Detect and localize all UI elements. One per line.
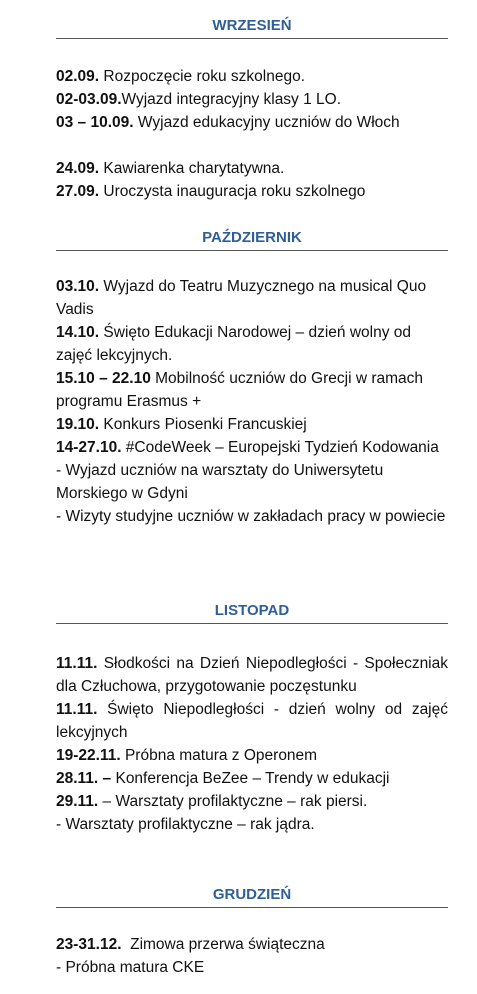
event-entry [56,933,448,956]
event-text: - Wyjazd uczniów na warsztaty do Uniwersytetu Morskiego w Gdyni [56,462,384,502]
event-date: 24.09. [56,160,100,177]
month-heading: GRUDZIEŃ [56,886,448,908]
event-entry [56,459,448,505]
event-text: Wyjazd integracyjny klasy 1 LO. [121,91,342,108]
month-section-november [56,602,448,833]
event-date: 02.09. [56,68,100,85]
event-date: 11.11. [56,655,98,672]
event-entry [56,275,448,321]
event-entry [56,790,448,813]
event-entry [56,652,448,698]
event-entry [56,698,448,744]
blank-line [56,134,448,157]
event-text: Słodkości na Dzień Niepodległości - Społeczniak dla Człuchowa, przygotowanie poczęstunku [56,655,448,695]
event-entry [56,321,448,367]
event-date: 28.11. – [56,770,112,787]
event-entry [56,505,448,528]
event-text: - Próbna matura CKE [56,959,205,976]
event-list [56,65,448,203]
event-date: 14-27.10. [56,439,122,456]
event-date: 27.09. [56,183,100,200]
month-section-september [56,17,448,200]
event-entry [56,767,448,790]
event-entry [56,65,448,88]
event-date: 11.11. [56,701,98,718]
event-text: Kawiarenka charytatywna. [99,160,285,177]
event-entry [56,111,448,134]
month-heading: WRZESIEŃ [56,17,448,39]
event-entry [56,180,448,203]
event-text: Święto Edukacji Narodowej – dzień wolny od zajęć lekcyjnych. [56,324,412,364]
event-text: Święto Niepodległości - dzień wolny od zajęć lekcyjnych [56,701,448,741]
event-list [56,652,448,836]
event-text: Mobilność uczniów do Grecji w ramach programu Erasmus + [56,370,424,410]
event-date: 14.10. [56,324,100,341]
event-date: 03 – 10.09. [56,114,134,131]
event-text: #CodeWeek – Europejski Tydzień Kodowania [121,439,439,456]
event-text: Konferencja BeZee – Trendy w edukacji [111,770,390,787]
month-section-december [56,886,448,976]
event-date: 29.11. [56,793,99,810]
event-text: Zimowa przerwa świąteczna [121,936,325,953]
event-text: Uroczysta inauguracja roku szkolnego [99,183,366,200]
month-heading: PAŹDZIERNIK [56,229,448,251]
event-text: - Wizyty studyjne uczniów w zakładach pracy w powiecie [56,508,446,525]
event-date: 15.10 – 22.10 [56,370,151,387]
event-text: – Warsztaty profilaktyczne – rak piersi. [98,793,368,810]
event-date: 02-03.09. [56,91,122,108]
month-heading: LISTOPAD [56,602,448,624]
event-list [56,933,448,979]
event-text: Wyjazd edukacyjny uczniów do Włoch [133,114,400,131]
event-text: Konkurs Piosenki Francuskiej [99,416,307,433]
event-date: 23-31.12. [56,936,122,953]
event-entry [56,413,448,436]
event-entry [56,956,448,979]
event-text: Wyjazd do Teatru Muzycznego na musical Quo Vadis [56,278,427,318]
event-date: 19.10. [56,416,100,433]
event-entry [56,88,448,111]
event-entry [56,157,448,180]
event-date: 19-22.11. [56,747,121,764]
event-entry [56,813,448,836]
event-date: 03.10. [56,278,100,295]
month-section-october [56,229,448,525]
event-entry [56,367,448,413]
event-text: Rozpoczęcie roku szkolnego. [99,68,306,85]
event-list [56,275,448,528]
event-text: - Warsztaty profilaktyczne – rak jądra. [56,816,315,833]
event-text: Próbna matura z Operonem [120,747,318,764]
event-entry [56,744,448,767]
event-entry [56,436,448,459]
